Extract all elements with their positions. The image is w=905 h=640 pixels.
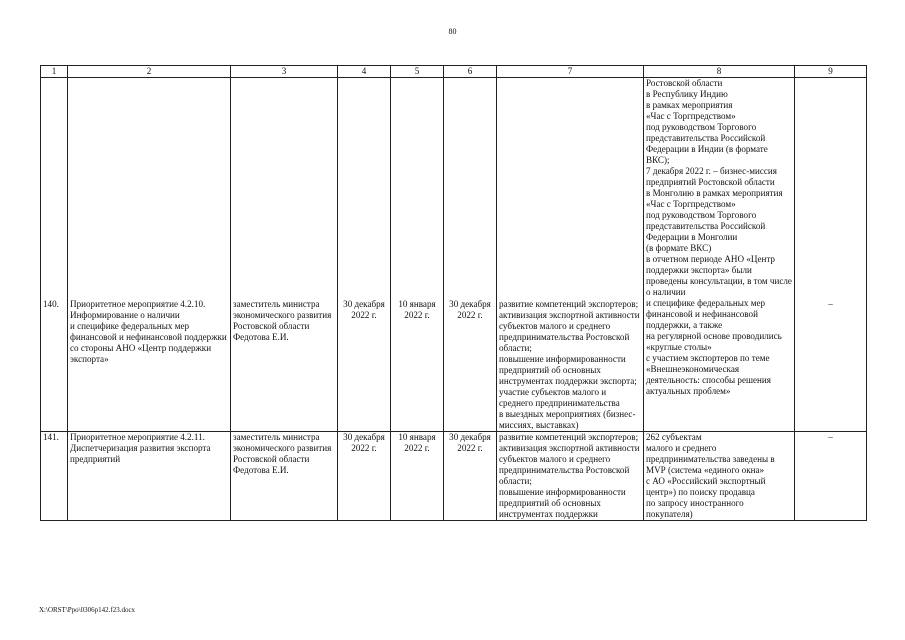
result-cell: развитие компетенций экспортеров; активизация экспортной активности субъектов малого и среднего предпринимательства Ростовской области; повышение информированности предприятий об основных инструментах поддержки экспорта; участие субъектов малого и среднего предпринимательства в выездных мероприятиях (бизнес-миссиях, выставках) (497, 78, 644, 432)
info-cell (644, 78, 795, 432)
date-cell: 10 января 2022 г. (391, 78, 444, 432)
responsible-cell: заместитель министра экономического развития Ростовской области Федотова Е.И. (231, 432, 338, 521)
table-row (41, 432, 867, 521)
note-cell: – (795, 432, 867, 521)
header-row (41, 66, 867, 78)
column-header: 8 (644, 66, 795, 78)
date-cell: 10 января 2022 г. (391, 432, 444, 521)
column-header: 6 (444, 66, 497, 78)
report-table (40, 65, 867, 521)
column-header: 5 (391, 66, 444, 78)
column-header: 7 (497, 66, 644, 78)
page-number: 80 (448, 27, 457, 36)
column-header: 2 (68, 66, 231, 78)
info-continued-text: Ростовской области в Республику Индию в рамках мероприятия «Час с Торгпредством» под руководством Торгового представительства Российской Федерации в Индии (в формате ВКС); 7 декабря 2022 г. – бизнес-миссия предприятий Ростовской области в Монголию в рамках мероприятия «Час с Торгпредством» под руководством Торгового представительства Российской Федерации в Монголии (в формате ВКС) (646, 78, 783, 253)
date-cell: 30 декабря 2022 г. (444, 432, 497, 521)
date-cell: 30 декабря 2022 г. (338, 78, 391, 432)
activity-cell: Приоритетное мероприятие 4.2.10. Информирование о наличии и специфике федеральных мер финансовой и нефинансовой поддержки со стороны АНО «Центр поддержки экспорта» (68, 78, 231, 432)
column-header: 4 (338, 66, 391, 78)
column-header: 1 (41, 66, 68, 78)
note-cell: – (795, 78, 867, 432)
activity-cell: Приоритетное мероприятие 4.2.11. Диспетчеризация развития экспорта предприятий (68, 432, 231, 521)
file-path-footer: X:\ORST\Ppo\0306p142.f23.docx (39, 606, 136, 614)
info-cell: 262 субъектам малого и среднего предпринимательства заведены в МVР (система «единого окна» с АО «Российский экспортный центр») по поиску продавца по запросу иностранного покупателя) (644, 432, 795, 521)
responsible-cell: заместитель министра экономического развития Ростовской области Федотова Е.И. (231, 78, 338, 432)
row-number: 141. (41, 432, 68, 521)
column-header: 9 (795, 66, 867, 78)
info-text: в отчетном периоде АНО «Центр поддержки экспорта» были проведены консультации, в том числе о наличии и специфике федеральных мер финансовой и нефинансовой поддержки, а также на регулярной основе проводились «круглые столы» с участием экспортеров по теме «Внешнеэкономическая деятельность: способы решения актуальных проблем» (646, 254, 792, 396)
date-cell: 30 декабря 2022 г. (444, 78, 497, 432)
row-number: 140. (41, 78, 68, 432)
column-header: 3 (231, 66, 338, 78)
table-row (41, 78, 867, 432)
date-cell: 30 декабря 2022 г. (338, 432, 391, 521)
result-cell: развитие компетенций экспортеров; активизация экспортной активности субъектов малого и среднего предпринимательства Ростовской области; повышение информированности предприятий об основных инструментах поддержки (497, 432, 644, 521)
